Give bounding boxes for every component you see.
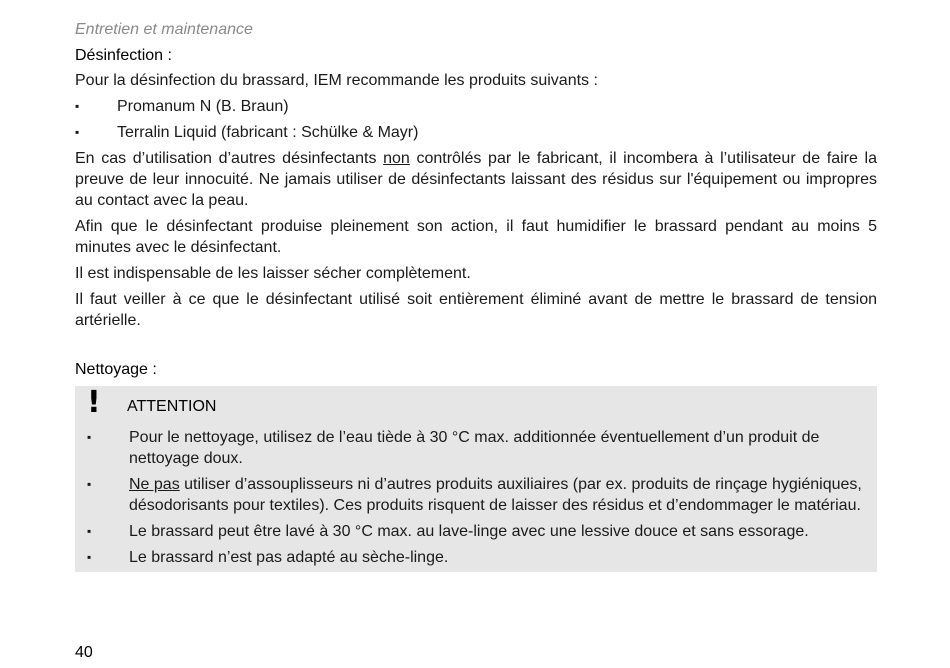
product-name: Terralin Liquid (fabricant : Schülke & Mayr) (117, 124, 419, 141)
warning-header (87, 385, 865, 422)
product-name: Promanum N (B. Braun) (117, 98, 289, 115)
disinfection-paragraph: Il faut veiller à ce que le désinfectant utilisé soit entièrement éliminé avant de mettre le brassard de tension artérielle. (75, 291, 877, 329)
disinfection-intro: Pour la désinfection du brassard, IEM recommande les produits suivants : (75, 72, 598, 89)
warning-text: Le brassard peut être lavé à 30 °C max. au lave-linge avec une lessive douce et sans essorage. (129, 523, 809, 540)
bullet-icon: ▪ (75, 99, 80, 113)
exclamation-icon: ! (87, 385, 101, 420)
warning-title: ATTENTION (127, 398, 217, 415)
cleaning-heading: Nettoyage : (75, 361, 157, 378)
underlined-text: non (383, 150, 410, 167)
disinfection-paragraph: Afin que le désinfectant produise pleinement son action, il faut humidifier le brassard pendant au moins 5 minutes avec le désinfectant. (75, 218, 877, 256)
list-item (87, 547, 865, 568)
page-number: 40 (75, 644, 93, 661)
disinfection-paragraph (75, 148, 877, 211)
bullet-icon: ▪ (75, 125, 80, 139)
warning-text: Le brassard n’est pas adapté au sèche-linge. (129, 549, 449, 566)
list-item (87, 474, 865, 516)
list-item (87, 427, 865, 469)
disinfection-paragraph: Il est indispensable de les laisser sécher complètement. (75, 265, 471, 282)
list-item (75, 122, 877, 143)
list-item (87, 521, 865, 542)
bullet-icon: ▪ (87, 524, 92, 538)
product-list (75, 96, 877, 143)
warning-box (75, 386, 877, 572)
text-segment: En cas d’utilisation d’autres désinfectants (75, 150, 384, 167)
disinfection-heading: Désinfection : (75, 47, 172, 64)
warning-text: Pour le nettoyage, utilisez de l’eau tiède à 30 °C max. additionnée éventuellement d’un produit de nettoyage doux. (129, 429, 820, 467)
text-segment: contrôlés par le fabricant, il incombera à l’utilisateur de faire la preuve de leur innocuité. Ne jamais utiliser de désinfectants laissant des résidus sur l'équipement ou impropres au contact avec la peau. (75, 150, 877, 209)
page-content (75, 18, 877, 572)
bullet-icon: ▪ (87, 550, 92, 564)
bullet-icon: ▪ (87, 477, 92, 491)
list-item (75, 96, 877, 117)
underlined-text: Ne pas (129, 476, 180, 493)
warning-list (87, 427, 865, 568)
bullet-icon: ▪ (87, 430, 92, 444)
spacer (75, 331, 877, 358)
section-header: Entretien et maintenance (75, 21, 253, 38)
warning-text: utiliser d’assouplisseurs ni d’autres produits auxiliaires (par ex. produits de rinçage hygiéniques, désodorisants pour textiles). Ces produits risquent de laisser des résidus et d’endommager le matériau. (129, 476, 862, 514)
